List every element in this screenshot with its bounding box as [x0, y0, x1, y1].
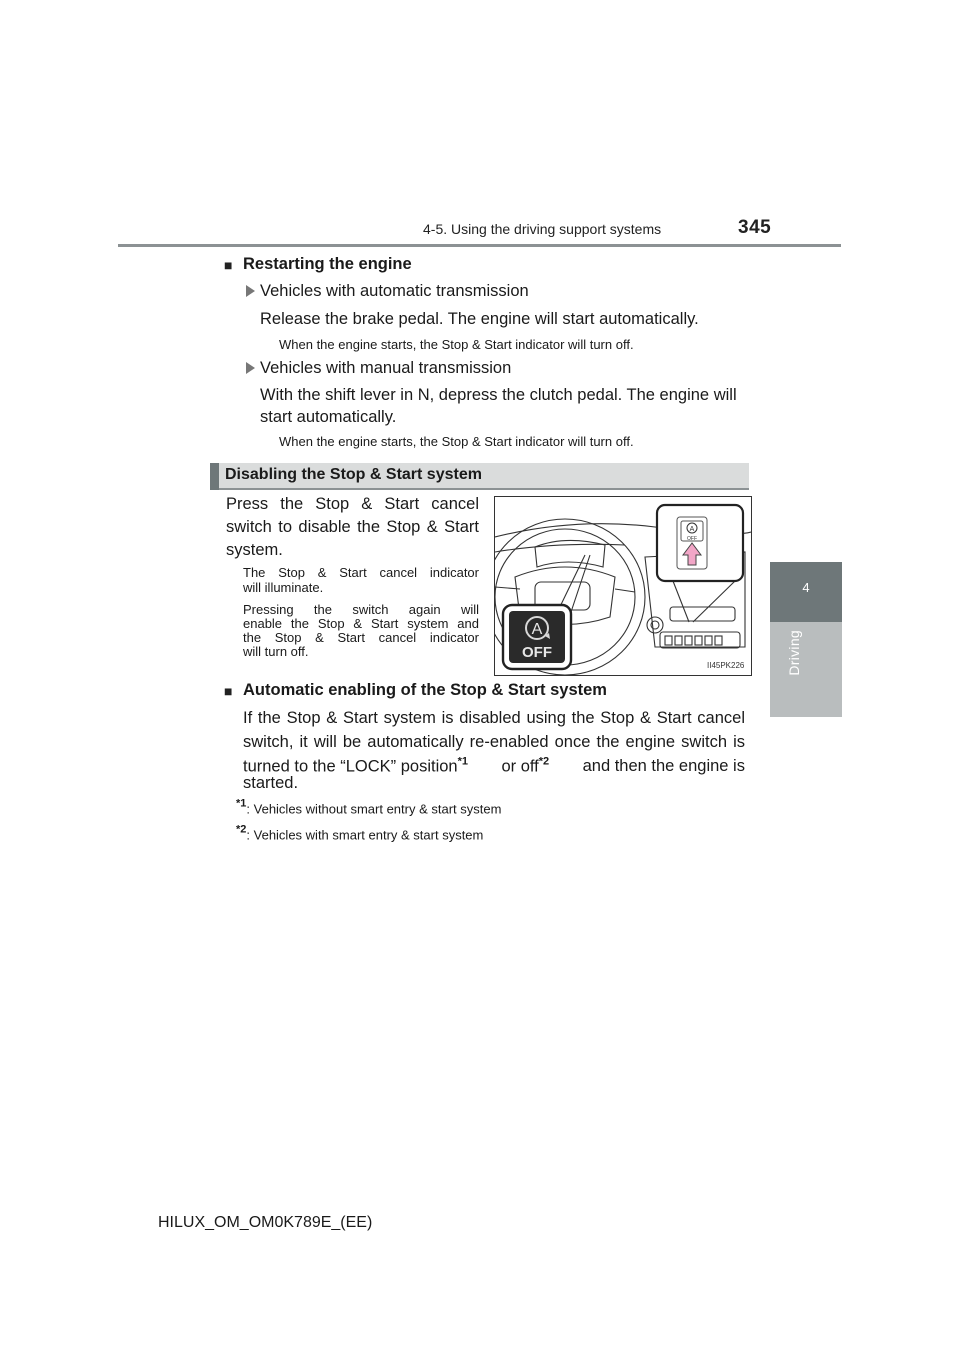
- restart-heading: Restarting the engine: [243, 255, 412, 273]
- auto-enable-line-3a: turned to the “LOCK” position: [243, 757, 458, 776]
- chapter-tab-label-bg: [770, 622, 842, 717]
- manual-transmission-title: Vehicles with manual transmission: [260, 359, 512, 377]
- auto-enable-heading: Automatic enabling of the Stop & Start system: [243, 681, 607, 699]
- disable-para-line-1: Press the Stop & Start cancel: [226, 495, 479, 513]
- auto-transmission-text: Release the brake pedal. The engine will start automatically.: [260, 310, 699, 328]
- page-number: 345: [738, 217, 772, 238]
- document-id: HILUX_OM_OM0K789E_(EE): [158, 1214, 373, 1231]
- section-band-title: Disabling the Stop & Start system: [225, 466, 482, 483]
- chapter-tab: [770, 562, 842, 622]
- dashboard-drawing: [495, 497, 751, 675]
- svg-text:A: A: [689, 526, 695, 533]
- disable-note2-line-3: the Stop & Start cancel indicator: [243, 630, 479, 645]
- auto-transmission-note: When the engine starts, the Stop & Start indicator will turn off.: [279, 337, 634, 352]
- disable-note1-line-2: will illuminate.: [243, 580, 324, 595]
- footnote-ref-1: *1: [457, 756, 469, 768]
- footnote-1: $^{*1}$: Vehicles without smart entry & start system: [236, 798, 502, 817]
- triangle-bullet-icon: [246, 362, 255, 374]
- square-bullet-icon: ■: [224, 683, 233, 699]
- triangle-bullet-icon: [246, 285, 255, 297]
- dashboard-illustration: [494, 496, 752, 676]
- disable-para-line-3: system.: [226, 541, 283, 559]
- section-title: 4-5. Using the driving support systems: [423, 221, 662, 237]
- disable-note1-line-1: The Stop & Start cancel indicator: [243, 565, 479, 580]
- auto-enable-line-3: [243, 750, 745, 779]
- manual-transmission-note: When the engine starts, the Stop & Start indicator will turn off.: [279, 434, 634, 449]
- small-off-label: OFF: [687, 536, 697, 542]
- section-band-marker: [210, 463, 219, 490]
- footnote-ref-2: *2: [538, 756, 550, 768]
- square-bullet-icon: ■: [224, 257, 233, 273]
- auto-enable-line-4: started.: [243, 774, 299, 792]
- auto-enable-line-2: switch, it will be automatically re-enabled once the engine switch is: [243, 733, 745, 751]
- footnote-2: $^{*2}$: Vehicles with smart entry & start system: [236, 824, 484, 843]
- auto-enable-line-3b: or off: [501, 757, 539, 776]
- auto-enable-line-3c: and then the engine is: [582, 757, 745, 776]
- disable-note2-line-4: will turn off.: [243, 644, 309, 659]
- auto-transmission-title: Vehicles with automatic transmission: [260, 282, 529, 300]
- disable-note2-line-1: Pressing the switch again will: [243, 602, 479, 617]
- large-a-letter: A: [531, 621, 543, 638]
- figure-code: II45PK226: [707, 661, 745, 670]
- chapter-label: Driving: [786, 630, 802, 676]
- chapter-number: 4: [802, 580, 810, 595]
- manual-transmission-text-1: With the shift lever in N, depress the clutch pedal. The engine will: [260, 386, 737, 404]
- manual-transmission-text-2: start automatically.: [260, 408, 397, 426]
- disable-note2-line-2: enable the Stop & Start system and: [243, 616, 479, 631]
- header-rule: [118, 244, 841, 247]
- disable-para-line-2: switch to disable the Stop & Start: [226, 518, 479, 536]
- auto-enable-line-1: If the Stop & Start system is disabled using the Stop & Start cancel: [243, 709, 745, 727]
- large-off-label: OFF: [522, 644, 552, 661]
